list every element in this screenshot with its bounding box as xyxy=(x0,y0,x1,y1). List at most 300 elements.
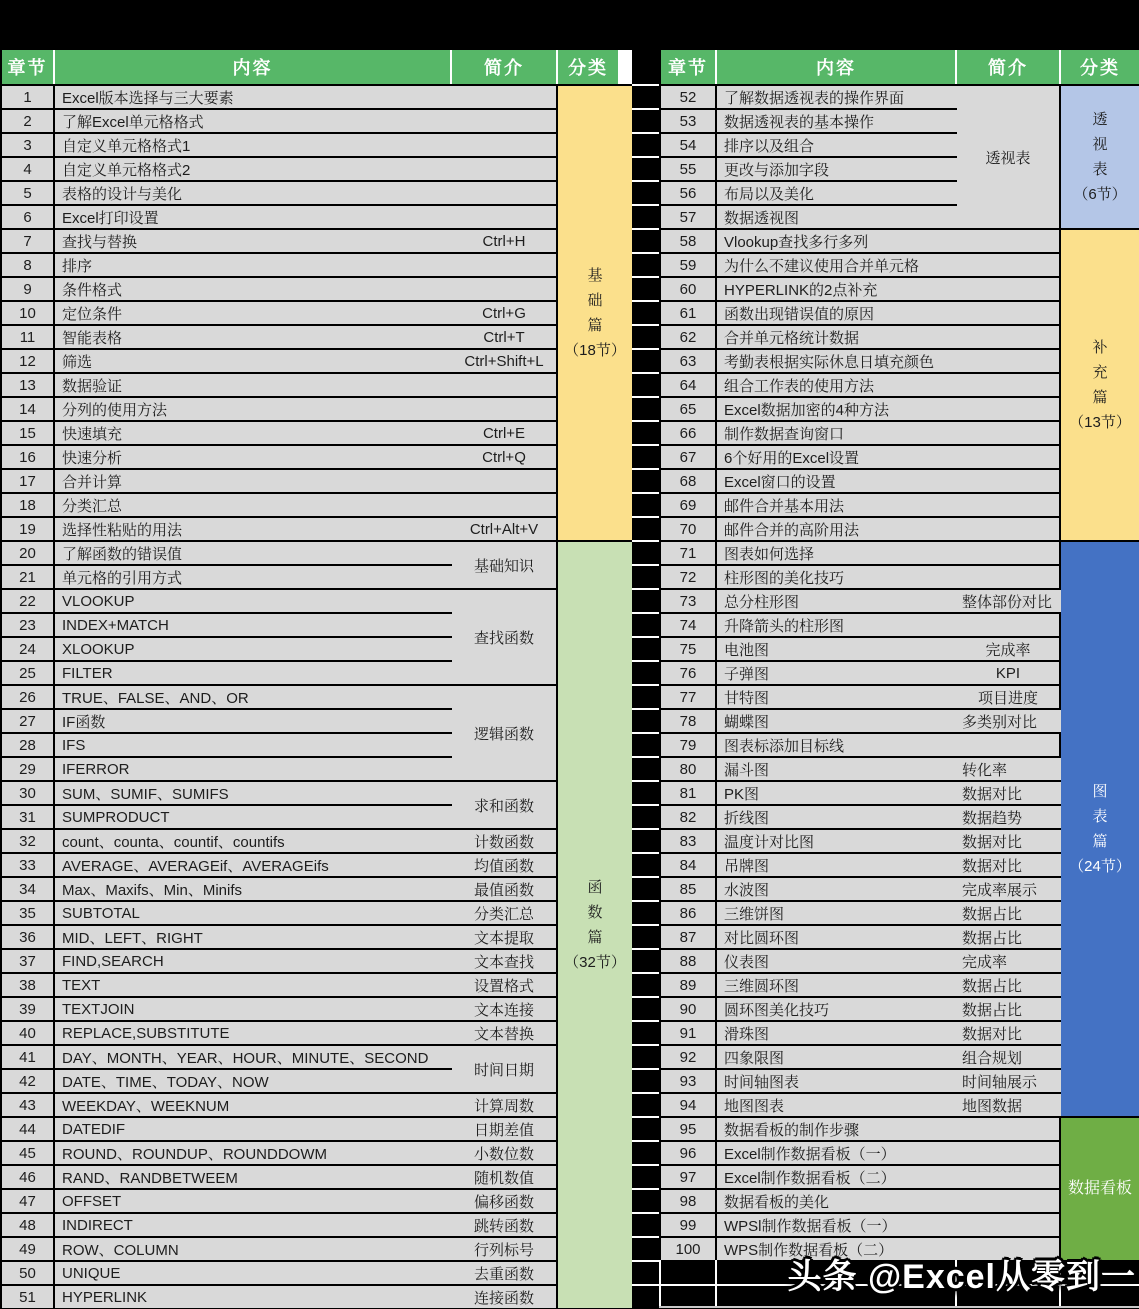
category-label-line: 视 xyxy=(1092,136,1108,153)
intro-cell: KPI xyxy=(957,662,1059,684)
chapter-cell: 8 xyxy=(2,254,53,276)
intro-cell: 时间轴展示 xyxy=(957,1070,1064,1092)
intro-cell xyxy=(957,494,1059,516)
content-cell: RAND、RANDBETWEEM xyxy=(55,1166,457,1188)
chapter-cell: 71 xyxy=(661,542,715,564)
content-cell: 表格的设计与美化 xyxy=(55,182,457,204)
chapter-cell: 45 xyxy=(2,1142,53,1164)
chapter-cell: 26 xyxy=(2,686,53,708)
category-label-line: 篇 xyxy=(1092,833,1108,850)
content-cell: 更改与添加字段 xyxy=(717,158,962,180)
column-header-category: 分类 xyxy=(558,50,618,84)
content-cell: 邮件合并的高阶用法 xyxy=(717,518,962,540)
table-gap-divider xyxy=(632,84,659,1308)
chapter-cell: 21 xyxy=(2,566,53,588)
content-cell: Vlookup查找多行多列 xyxy=(717,230,962,252)
intro-cell: 日期差值 xyxy=(452,1118,556,1140)
content-cell: OFFSET xyxy=(55,1190,457,1212)
chapter-cell: 4 xyxy=(2,158,53,180)
chapter-cell: 90 xyxy=(661,998,715,1020)
chapter-cell: 72 xyxy=(661,566,715,588)
chapter-cell: 40 xyxy=(2,1022,53,1044)
content-cell: 6个好用的Excel设置 xyxy=(717,446,962,468)
chapter-cell: 97 xyxy=(661,1166,715,1188)
content-cell: 单元格的引用方式 xyxy=(55,566,457,588)
chapter-cell: 78 xyxy=(661,710,715,732)
chapter-cell: 44 xyxy=(2,1118,53,1140)
category-label-line: 充 xyxy=(1092,364,1108,381)
intro-cell: 跳转函数 xyxy=(452,1214,556,1236)
content-cell: FIND,SEARCH xyxy=(55,950,457,972)
chapter-cell: 28 xyxy=(2,734,53,756)
category-cell xyxy=(1061,86,1139,228)
chapter-cell: 55 xyxy=(661,158,715,180)
intro-cell xyxy=(957,398,1059,420)
content-cell: 数据看板的美化 xyxy=(717,1190,962,1212)
content-cell: TEXTJOIN xyxy=(55,998,457,1020)
chapter-cell: 16 xyxy=(2,446,53,468)
chapter-cell: 77 xyxy=(661,686,715,708)
intro-cell: 项目进度 xyxy=(957,686,1059,708)
intro-cell xyxy=(957,374,1059,396)
chapter-cell: 89 xyxy=(661,974,715,996)
intro-cell xyxy=(957,542,1059,564)
column-header-category: 分类 xyxy=(1061,50,1139,84)
chapter-cell: 34 xyxy=(2,878,53,900)
intro-cell xyxy=(957,350,1059,372)
category-label-line: （6节） xyxy=(1073,186,1127,203)
chapter-cell: 86 xyxy=(661,902,715,924)
chapter-cell: 88 xyxy=(661,950,715,972)
content-cell: IF函数 xyxy=(55,710,457,732)
chapter-cell: 75 xyxy=(661,638,715,660)
intro-merged-cell: 逻辑函数 xyxy=(452,686,556,780)
content-cell: Excel打印设置 xyxy=(55,206,457,228)
chapter-cell: 64 xyxy=(661,374,715,396)
intro-cell: 去重函数 xyxy=(452,1262,556,1284)
category-label-line: 篇 xyxy=(587,929,603,946)
chapter-cell: 48 xyxy=(2,1214,53,1236)
content-cell: REPLACE,SUBSTITUTE xyxy=(55,1022,457,1044)
content-cell: UNIQUE xyxy=(55,1262,457,1284)
content-cell: 圆环图美化技巧 xyxy=(717,998,962,1020)
intro-cell: 计算周数 xyxy=(452,1094,556,1116)
content-cell: 三维圆环图 xyxy=(717,974,962,996)
chapter-cell: 95 xyxy=(661,1118,715,1140)
content-cell: 自定义单元格格式1 xyxy=(55,134,457,156)
chapter-cell: 52 xyxy=(661,86,715,108)
content-cell: WPS制作数据看板（二） xyxy=(717,1238,962,1260)
content-cell: 制作数据查询窗口 xyxy=(717,422,962,444)
column-header-content: 内容 xyxy=(717,50,955,84)
chapter-cell: 59 xyxy=(661,254,715,276)
content-cell: 四象限图 xyxy=(717,1046,962,1068)
intro-cell xyxy=(957,446,1059,468)
content-cell: MID、LEFT、RIGHT xyxy=(55,926,457,948)
chapter-cell: 61 xyxy=(661,302,715,324)
chapter-cell: 31 xyxy=(2,806,53,828)
chapter-cell: 23 xyxy=(2,614,53,636)
content-cell: 组合工作表的使用方法 xyxy=(717,374,962,396)
chapter-cell: 57 xyxy=(661,206,715,228)
content-cell: 智能表格 xyxy=(55,326,457,348)
category-label-line: （24节） xyxy=(1069,858,1131,875)
chapter-cell: 46 xyxy=(2,1166,53,1188)
intro-cell: 分类汇总 xyxy=(452,902,556,924)
content-cell: INDEX+MATCH xyxy=(55,614,457,636)
category-label-line: 表 xyxy=(1092,161,1108,178)
chapter-cell: 54 xyxy=(661,134,715,156)
content-cell: 合并计算 xyxy=(55,470,457,492)
intro-cell: 地图数据 xyxy=(957,1094,1064,1116)
chapter-cell: 49 xyxy=(2,1238,53,1260)
chapter-cell: 76 xyxy=(661,662,715,684)
content-cell: 查找与替换 xyxy=(55,230,457,252)
content-cell: 排序 xyxy=(55,254,457,276)
chapter-cell: 39 xyxy=(2,998,53,1020)
content-cell: DATE、TIME、TODAY、NOW xyxy=(55,1070,457,1092)
chapter-cell: 65 xyxy=(661,398,715,420)
category-cell xyxy=(1061,230,1139,540)
content-cell: Excel版本选择与三大要素 xyxy=(55,86,457,108)
chapter-cell: 17 xyxy=(2,470,53,492)
intro-cell xyxy=(957,1190,1059,1212)
content-cell: 滑珠图 xyxy=(717,1022,962,1044)
content-cell: 了解数据透视表的操作界面 xyxy=(717,86,962,108)
content-cell: 布局以及美化 xyxy=(717,182,962,204)
intro-cell: 文本连接 xyxy=(452,998,556,1020)
content-cell: FILTER xyxy=(55,662,457,684)
intro-merged-cell: 透视表 xyxy=(957,86,1059,228)
intro-merged-cell: 基础知识 xyxy=(452,542,556,588)
intro-cell: 数据占比 xyxy=(957,998,1064,1020)
content-cell: 快速分析 xyxy=(55,446,457,468)
content-cell: HYPERLINK的2点补充 xyxy=(717,278,962,300)
category-label-line: 篇 xyxy=(1092,389,1108,406)
chapter-cell: 98 xyxy=(661,1190,715,1212)
intro-cell xyxy=(957,422,1059,444)
content-cell: 升降箭头的柱形图 xyxy=(717,614,962,636)
content-cell: 时间轴图表 xyxy=(717,1070,962,1092)
category-label-line: （18节） xyxy=(564,342,626,359)
category-label-line: 础 xyxy=(587,292,603,309)
chapter-cell: 38 xyxy=(2,974,53,996)
intro-cell: Ctrl+T xyxy=(452,326,556,348)
chapter-cell: 32 xyxy=(2,830,53,852)
content-cell: 数据透视图 xyxy=(717,206,962,228)
intro-merged-cell: 时间日期 xyxy=(452,1046,556,1092)
chapter-cell: 58 xyxy=(661,230,715,252)
content-cell: 选择性粘贴的用法 xyxy=(55,518,457,540)
intro-cell: Ctrl+Shift+L xyxy=(452,350,556,372)
column-header-intro: 简介 xyxy=(452,50,556,84)
intro-cell: Ctrl+Alt+V xyxy=(452,518,556,540)
chapter-cell: 27 xyxy=(2,710,53,732)
chapter-cell: 25 xyxy=(2,662,53,684)
intro-cell: 完成率展示 xyxy=(957,878,1064,900)
intro-cell: 多类别对比 xyxy=(957,710,1064,732)
category-label-line: 数 xyxy=(587,904,603,921)
chapter-cell: 35 xyxy=(2,902,53,924)
content-cell: 考勤表根据实际休息日填充颜色 xyxy=(717,350,962,372)
intro-cell: 数据对比 xyxy=(957,1022,1064,1044)
chapter-cell: 93 xyxy=(661,1070,715,1092)
chapter-cell: 66 xyxy=(661,422,715,444)
content-cell: 数据透视表的基本操作 xyxy=(717,110,962,132)
intro-cell xyxy=(957,278,1059,300)
chapter-cell: 53 xyxy=(661,110,715,132)
chapter-cell: 67 xyxy=(661,446,715,468)
content-cell: 仪表图 xyxy=(717,950,962,972)
chapter-cell: 7 xyxy=(2,230,53,252)
content-cell: 邮件合并基本用法 xyxy=(717,494,962,516)
content-cell: DAY、MONTH、YEAR、HOUR、MINUTE、SECOND xyxy=(55,1046,457,1068)
intro-cell xyxy=(957,470,1059,492)
chapter-cell: 30 xyxy=(2,782,53,804)
watermark-text: 头条 @Excel从零到一 xyxy=(787,1258,1136,1296)
content-cell: 吊牌图 xyxy=(717,854,962,876)
intro-cell: 设置格式 xyxy=(452,974,556,996)
chapter-cell: 2 xyxy=(2,110,53,132)
chapter-cell: 60 xyxy=(661,278,715,300)
content-cell: 图表如何选择 xyxy=(717,542,962,564)
intro-cell xyxy=(957,326,1059,348)
content-cell: ROUND、ROUNDUP、ROUNDDOWM xyxy=(55,1142,457,1164)
column-header-content: 内容 xyxy=(55,50,450,84)
intro-cell: 文本提取 xyxy=(452,926,556,948)
intro-cell: 小数位数 xyxy=(452,1142,556,1164)
chapter-cell: 99 xyxy=(661,1214,715,1236)
chapter-cell: 29 xyxy=(2,758,53,780)
chapter-cell: 84 xyxy=(661,854,715,876)
content-cell: 了解函数的错误值 xyxy=(55,542,457,564)
content-cell: 温度计对比图 xyxy=(717,830,962,852)
chapter-cell: 68 xyxy=(661,470,715,492)
content-cell: TRUE、FALSE、AND、OR xyxy=(55,686,457,708)
intro-cell: 计数函数 xyxy=(452,830,556,852)
intro-cell: 连接函数 xyxy=(452,1286,556,1308)
intro-cell xyxy=(957,254,1059,276)
chapter-cell: 73 xyxy=(661,590,715,612)
category-label-line: 补 xyxy=(1092,339,1108,356)
column-header-intro: 简介 xyxy=(957,50,1059,84)
content-cell: 筛选 xyxy=(55,350,457,372)
intro-cell: 数据占比 xyxy=(957,902,1064,924)
category-label-line: 函 xyxy=(587,879,603,896)
chapter-cell: 70 xyxy=(661,518,715,540)
chapter-cell: 94 xyxy=(661,1094,715,1116)
intro-cell: 数据对比 xyxy=(957,830,1064,852)
chapter-cell: 50 xyxy=(2,1262,53,1284)
intro-cell: 文本替换 xyxy=(452,1022,556,1044)
content-cell: VLOOKUP xyxy=(55,590,457,612)
content-cell: 折线图 xyxy=(717,806,962,828)
content-cell: Excel制作数据看板（二） xyxy=(717,1166,962,1188)
content-cell: AVERAGE、AVERAGEif、AVERAGEifs xyxy=(55,854,457,876)
chapter-cell: 13 xyxy=(2,374,53,396)
content-cell: Excel制作数据看板（一） xyxy=(717,1142,962,1164)
content-cell: 定位条件 xyxy=(55,302,457,324)
intro-cell: 完成率 xyxy=(957,638,1059,660)
content-cell: IFERROR xyxy=(55,758,457,780)
content-cell: Excel数据加密的4种方法 xyxy=(717,398,962,420)
intro-cell: 数据对比 xyxy=(957,854,1064,876)
content-cell: 总分柱形图 xyxy=(717,590,962,612)
category-label-line: 表 xyxy=(1092,808,1108,825)
category-cell xyxy=(1061,1118,1139,1260)
chapter-cell: 22 xyxy=(2,590,53,612)
content-cell: 水波图 xyxy=(717,878,962,900)
chapter-cell: 96 xyxy=(661,1142,715,1164)
content-cell: IFS xyxy=(55,734,457,756)
intro-cell: 偏移函数 xyxy=(452,1190,556,1212)
chapter-cell: 42 xyxy=(2,1070,53,1092)
intro-cell xyxy=(957,518,1059,540)
intro-cell xyxy=(957,1214,1059,1236)
intro-merged-cell: 求和函数 xyxy=(452,782,556,828)
intro-cell: 行列标号 xyxy=(452,1238,556,1260)
gridline xyxy=(659,1306,1139,1308)
intro-cell: 数据占比 xyxy=(957,926,1064,948)
chapter-cell: 43 xyxy=(2,1094,53,1116)
content-cell: 数据看板的制作步骤 xyxy=(717,1118,962,1140)
content-cell: 电池图 xyxy=(717,638,962,660)
chapter-cell: 36 xyxy=(2,926,53,948)
chapter-cell: 14 xyxy=(2,398,53,420)
content-cell: 蝴蝶图 xyxy=(717,710,962,732)
intro-cell xyxy=(957,614,1059,636)
chapter-cell: 85 xyxy=(661,878,715,900)
category-cell xyxy=(1061,542,1139,1116)
chapter-cell: 12 xyxy=(2,350,53,372)
chapter-cell: 69 xyxy=(661,494,715,516)
content-cell: 子弹图 xyxy=(717,662,962,684)
content-cell: count、counta、countif、countifs xyxy=(55,830,457,852)
intro-cell: 随机数值 xyxy=(452,1166,556,1188)
intro-cell: Ctrl+G xyxy=(452,302,556,324)
chapter-cell: 51 xyxy=(2,1286,53,1308)
chapter-cell: 10 xyxy=(2,302,53,324)
category-label-line: 透 xyxy=(1092,111,1108,128)
content-cell: 对比圆环图 xyxy=(717,926,962,948)
column-header-chapter: 章节 xyxy=(2,50,53,84)
category-label-line: 数据看板 xyxy=(1067,1180,1132,1197)
category-label-line: （32节） xyxy=(564,954,626,971)
content-cell: 分列的使用方法 xyxy=(55,398,457,420)
intro-cell: 整体部份对比 xyxy=(957,590,1064,612)
intro-cell xyxy=(957,566,1059,588)
chapter-cell: 56 xyxy=(661,182,715,204)
intro-cell xyxy=(957,1166,1059,1188)
chapter-cell: 33 xyxy=(2,854,53,876)
content-cell: SUM、SUMIF、SUMIFS xyxy=(55,782,457,804)
category-label-line: 基 xyxy=(587,267,603,284)
chapter-cell: 47 xyxy=(2,1190,53,1212)
content-cell: DATEDIF xyxy=(55,1118,457,1140)
content-cell: 数据验证 xyxy=(55,374,457,396)
chapter-cell: 41 xyxy=(2,1046,53,1068)
intro-cell: 均值函数 xyxy=(452,854,556,876)
content-cell: 排序以及组合 xyxy=(717,134,962,156)
chapter-cell: 100 xyxy=(661,1238,715,1260)
intro-cell xyxy=(957,734,1059,756)
intro-cell: 数据趋势 xyxy=(957,806,1064,828)
content-cell: 快速填充 xyxy=(55,422,457,444)
content-cell: 三维饼图 xyxy=(717,902,962,924)
intro-cell: 最值函数 xyxy=(452,878,556,900)
column-header-chapter: 章节 xyxy=(661,50,715,84)
content-cell: 条件格式 xyxy=(55,278,457,300)
chapter-cell: 92 xyxy=(661,1046,715,1068)
category-label-line: （13节） xyxy=(1069,414,1131,431)
chapter-cell: 20 xyxy=(2,542,53,564)
chapter-cell: 11 xyxy=(2,326,53,348)
content-cell: Excel窗口的设置 xyxy=(717,470,962,492)
content-cell: 图表标添加目标线 xyxy=(717,734,962,756)
intro-cell xyxy=(957,302,1059,324)
intro-cell xyxy=(957,1142,1059,1164)
intro-merged-cell: 查找函数 xyxy=(452,590,556,684)
chapter-cell: 9 xyxy=(2,278,53,300)
content-cell: WPSl制作数据看板（一） xyxy=(717,1214,962,1236)
content-cell: SUBTOTAL xyxy=(55,902,457,924)
intro-cell: Ctrl+Q xyxy=(452,446,556,468)
chapter-cell: 74 xyxy=(661,614,715,636)
chapter-cell: 1 xyxy=(2,86,53,108)
intro-cell: 文本查找 xyxy=(452,950,556,972)
content-cell: PK图 xyxy=(717,782,962,804)
content-cell: 自定义单元格格式2 xyxy=(55,158,457,180)
content-cell: 地图图表 xyxy=(717,1094,962,1116)
content-cell: SUMPRODUCT xyxy=(55,806,457,828)
chapter-cell: 82 xyxy=(661,806,715,828)
chapter-cell: 6 xyxy=(2,206,53,228)
content-cell: XLOOKUP xyxy=(55,638,457,660)
content-cell: 为什么不建议使用合并单元格 xyxy=(717,254,962,276)
content-cell: 了解Excel单元格格式 xyxy=(55,110,457,132)
intro-cell: 组合规划 xyxy=(957,1046,1064,1068)
intro-cell: 数据对比 xyxy=(957,782,1064,804)
intro-cell: 数据占比 xyxy=(957,974,1064,996)
content-cell: 函数出现错误值的原因 xyxy=(717,302,962,324)
chapter-cell: 79 xyxy=(661,734,715,756)
chapter-cell: 83 xyxy=(661,830,715,852)
content-cell: ROW、COLUMN xyxy=(55,1238,457,1260)
chapter-cell: 19 xyxy=(2,518,53,540)
content-cell: INDIRECT xyxy=(55,1214,457,1236)
content-cell: 甘特图 xyxy=(717,686,962,708)
chapter-cell: 80 xyxy=(661,758,715,780)
chapter-cell: 87 xyxy=(661,926,715,948)
content-cell: 合并单元格统计数据 xyxy=(717,326,962,348)
chapter-cell: 5 xyxy=(2,182,53,204)
content-cell: TEXT xyxy=(55,974,457,996)
category-label-line: 篇 xyxy=(587,317,603,334)
chapter-cell: 81 xyxy=(661,782,715,804)
intro-cell: 转化率 xyxy=(957,758,1064,780)
content-cell: Max、Maxifs、Min、Minifs xyxy=(55,878,457,900)
content-cell: 分类汇总 xyxy=(55,494,457,516)
chapter-cell: 37 xyxy=(2,950,53,972)
chapter-cell: 15 xyxy=(2,422,53,444)
intro-cell xyxy=(957,230,1059,252)
content-cell: WEEKDAY、WEEKNUM xyxy=(55,1094,457,1116)
chapter-cell: 63 xyxy=(661,350,715,372)
chapter-cell: 18 xyxy=(2,494,53,516)
chapter-cell: 62 xyxy=(661,326,715,348)
intro-cell: Ctrl+E xyxy=(452,422,556,444)
chapter-cell: 3 xyxy=(2,134,53,156)
